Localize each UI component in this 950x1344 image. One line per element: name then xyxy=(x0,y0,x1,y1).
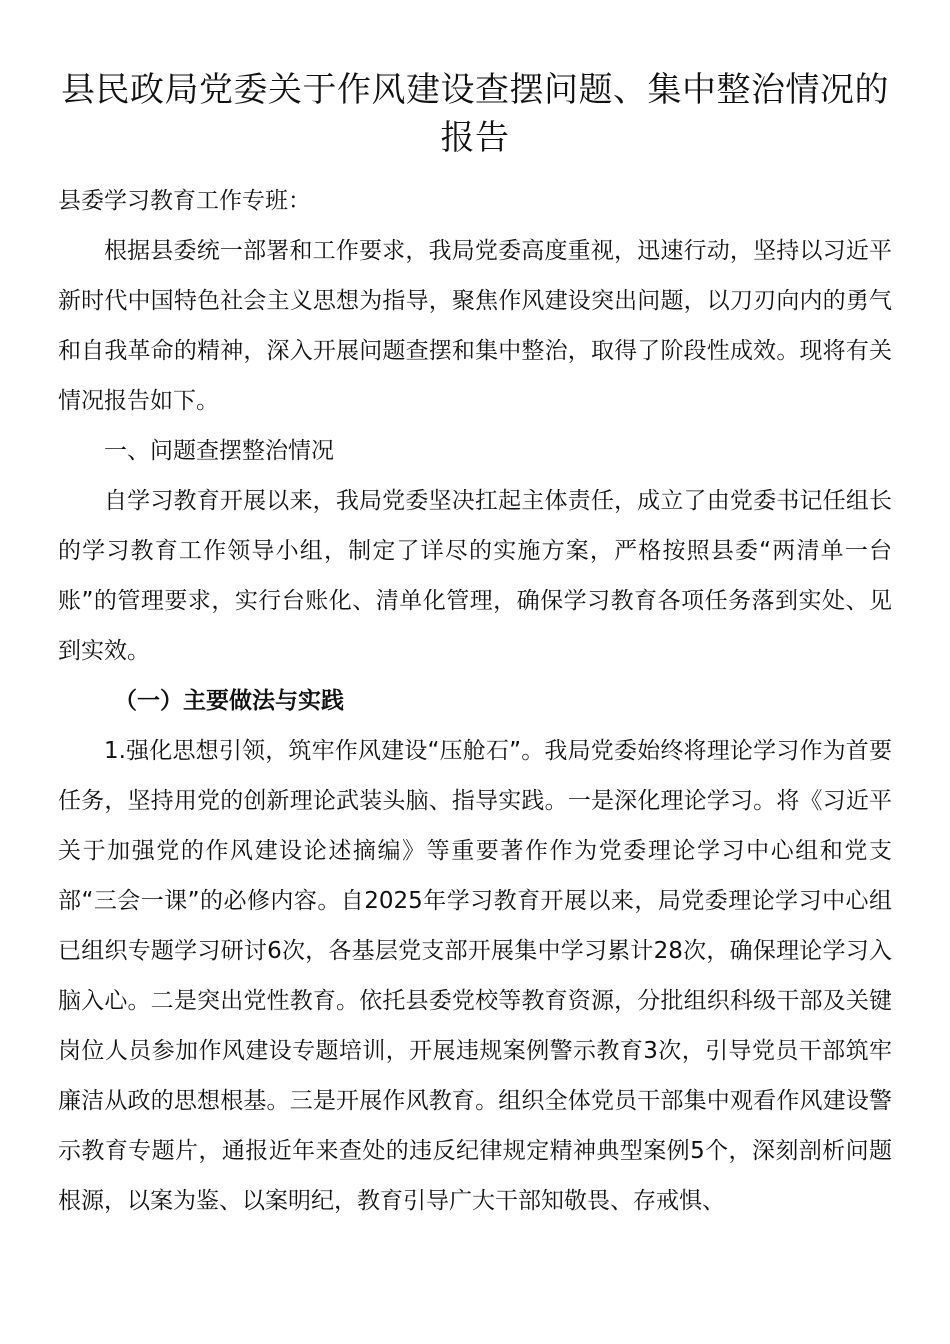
document-page xyxy=(58,66,892,1226)
section-heading-1: 一、问题查摆整治情况 xyxy=(104,438,334,464)
section-1-paragraph: 自学习教育开展以来，我局党委坚决扛起主体责任，成立了由党委书记任组长的学习教育工作领导小组，制定了详尽的实施方案，严格按照县委“两清单一台账”的管理要求，实行台账化、清单化管理，确保学习教育各项任务落到实处、见到实效。 xyxy=(58,488,892,664)
intro-paragraph: 根据县委统一部署和工作要求，我局党委高度重视，迅速行动，坚持以习近平新时代中国特色社会主义思想为指导，聚焦作风建设突出问题，以刀刃向内的勇气和自我革命的精神，深入开展问题查摆和集中整治，取得了阶段性成效。现将有关情况报告如下。 xyxy=(58,238,892,414)
document-title: 县民政局党委关于作风建设查摆问题、集中整治情况的报告 xyxy=(61,70,889,158)
item-1-paragraph: 1.强化思想引领，筑牢作风建设“压舱石”。我局党委始终将理论学习作为首要任务，坚持用党的创新理论武装头脑、指导实践。一是深化理论学习。将《习近平关于加强党的作风建设论述摘编》等重要著作作为党委理论学习中心组和党支部“三会一课”的必修内容。自2025年学习教育开展以来，局党委理论学习中心组已组织专题学习研讨6次，各基层党支部开展集中学习累计28次，确保理论学习入脑入心。二是突出党性教育。依托县委党校等教育资源，分批组织科级干部及关键岗位人员参加作风建设专题培训，开展违规案例警示教育3次，引导党员干部筑牢廉洁从政的思想根基。三是开展作风教育。组织全体党员干部集中观看作风建设警示教育专题片，通报近年来查处的违反纪律规定精神典型案例5个，深刻剖析问题根源，以案为鉴、以案明纪，教育引导广大干部知敬畏、存戒惧、 xyxy=(58,738,892,1214)
subsection-heading-1: （一）主要做法与实践 xyxy=(114,688,344,714)
recipient-line: 县委学习教育工作专班： xyxy=(58,188,311,214)
